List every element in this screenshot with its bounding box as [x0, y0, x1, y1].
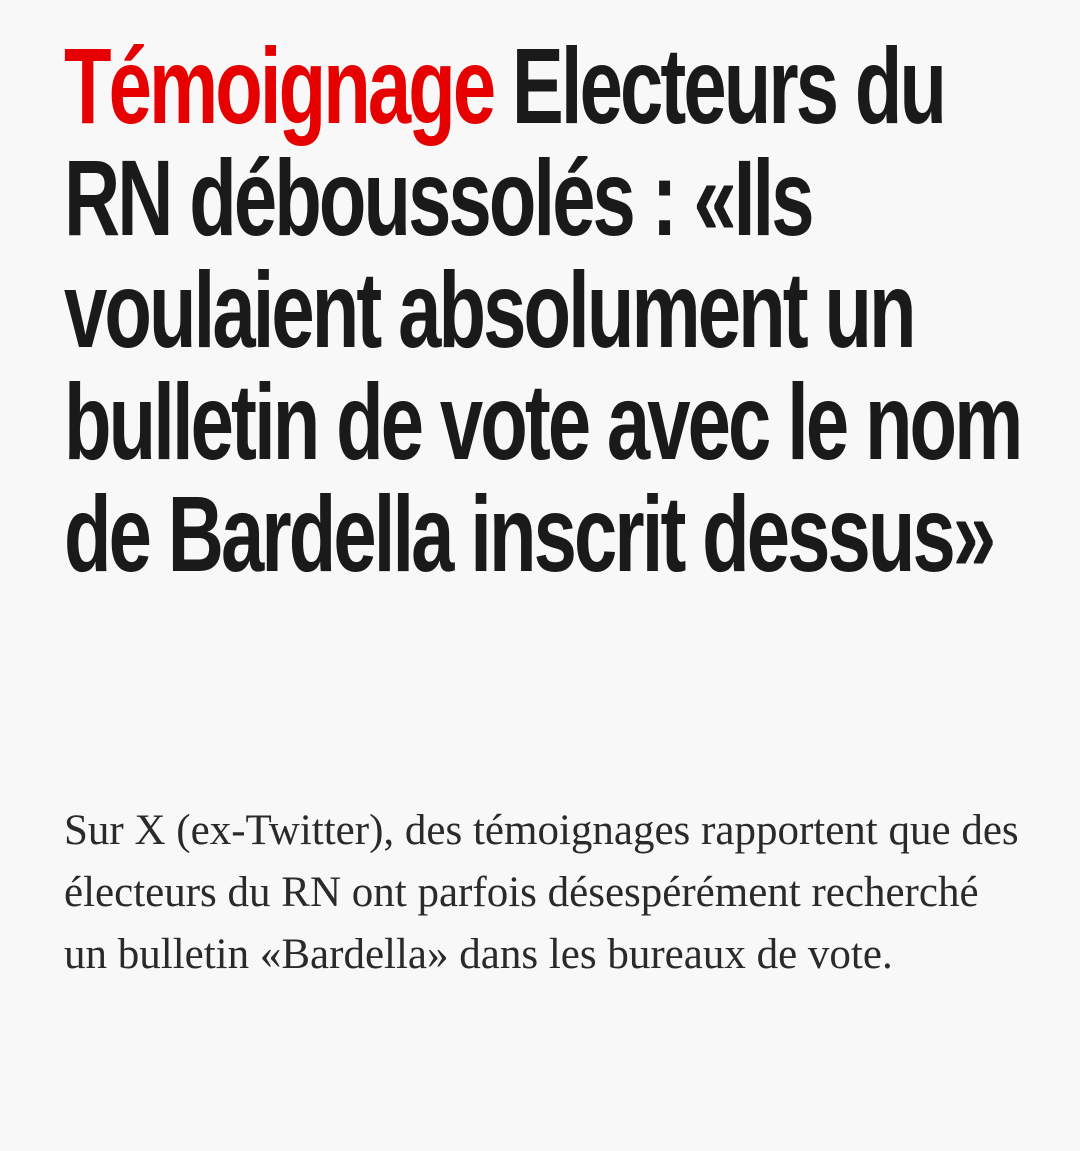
article-kicker: Témoignage — [64, 25, 494, 146]
article-lede: Sur X (ex-Twitter), des témoignages rapportent que des électeurs du RN ont parfois désespérément recherché un bulletin «Bardella» dans les bureaux de vote. — [64, 807, 1019, 978]
article-header — [64, 25, 1024, 594]
article-headline[interactable] — [64, 25, 1024, 594]
article-title: Electeurs du RN déboussolés : «Ils voulaient absolument un bulletin de vote avec le nom de Bardella inscrit dessus» — [64, 25, 1021, 594]
